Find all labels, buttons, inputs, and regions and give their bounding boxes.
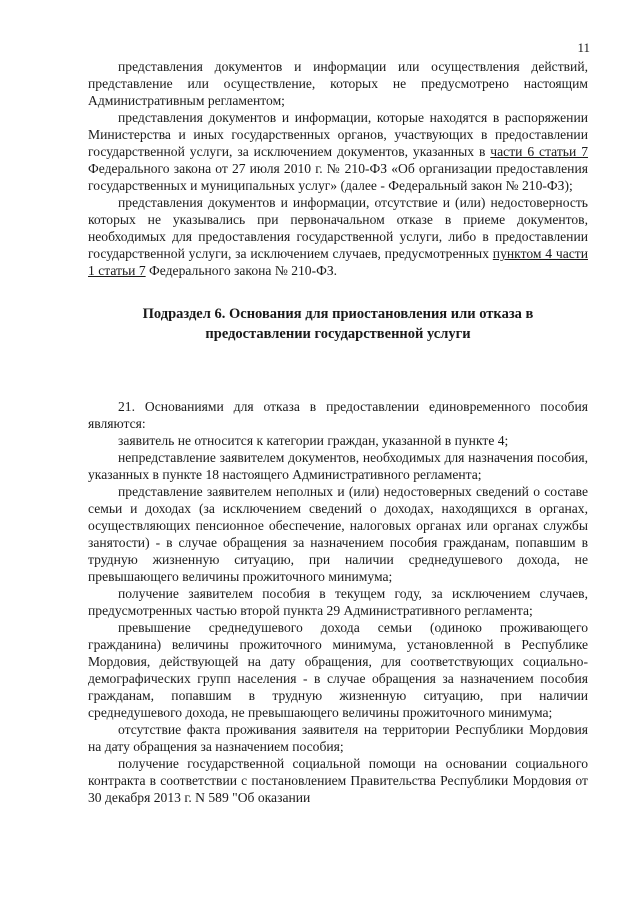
paragraph: представления документов и информации или осуществления действий, представление или осуществление, которых не предусмотрено настоящим Административным регламентом; — [88, 59, 588, 108]
paragraph — [88, 109, 588, 194]
paragraph-text: Федерального закона № 210-ФЗ. — [145, 263, 338, 278]
paragraph: получение государственной социальной помощи на основании социального контракта в соответствии с постановлением Правительства Республики Мордовия от 30 декабря 2013 г. N 589 "Об оказании — [88, 756, 588, 805]
paragraph-text: Федерального закона от 27 июля 2010 г. № 210-ФЗ «Об организации предоставления государственных и муниципальных услуг» (далее - Федеральный закон № 210-ФЗ); — [88, 161, 588, 193]
paragraph: заявитель не относится к категории граждан, указанной в пункте 4; — [118, 433, 509, 448]
section-heading — [88, 304, 588, 344]
law-reference-link[interactable]: части 6 статьи 7 — [490, 144, 588, 159]
law-reference-link[interactable]: пунктом 4 части 1 статьи 7 — [88, 246, 588, 278]
section-heading-line: Подраздел 6. Основания для приостановления или отказа в — [142, 306, 534, 322]
paragraph: получение заявителем пособия в текущем году, за исключением случаев, предусмотренных частью второй пункта 29 Административного регламента; — [88, 586, 588, 618]
document-body — [88, 58, 588, 806]
paragraph-text: представления документов и информации, которые находятся в распоряжении Министерства и иных государственных органов, участвующих в предоставлении государственной услуги, за исключением документов, указанных в — [88, 110, 588, 159]
paragraph: непредставление заявителем документов, необходимых для назначения пособия, указанных в пункте 18 настоящего Административного регламента; — [88, 450, 588, 482]
paragraph: превышение среднедушевого дохода семьи (одиноко проживающего гражданина) величины прожиточного минимума, установленной в Республике Мордовия, действующей на дату обращения, для соответствующих социально-демографических групп населения - в случае обращения за назначением пособия гражданам, попавшим в трудную жизненную ситуацию, при наличии среднедушевого дохода, не превышающего величины прожиточного минимума; — [88, 620, 588, 720]
page-number: 11 — [577, 40, 590, 55]
paragraph: представление заявителем неполных и (или) недостоверных сведений о составе семьи и доходах (за исключением сведений о доходах, находящихся в органах, осуществляющих пенсионное обеспечение, налоговых органах или органах службы занятости) - в случае обращения за назначением пособия гражданам, попавшим в трудную жизненную ситуацию, при наличии среднедушевого дохода, не превышающего величины прожиточного минимума; — [88, 484, 588, 584]
paragraph: 21. Основаниями для отказа в предоставлении единовременного пособия являются: — [88, 399, 588, 431]
paragraph — [88, 194, 588, 279]
paragraph-text: представления документов и информации, отсутствие и (или) недостоверность которых не указывались при первоначальном отказе в приеме документов, необходимых для предоставления государственной услуги, либо в предоставлении государственной услуги, за исключением случаев, предусмотренных — [88, 195, 588, 261]
section-heading-line: предоставлении государственной услуги — [205, 326, 471, 342]
paragraph: отсутствие факта проживания заявителя на территории Республики Мордовия на дату обращения за назначением пособия; — [88, 722, 588, 754]
